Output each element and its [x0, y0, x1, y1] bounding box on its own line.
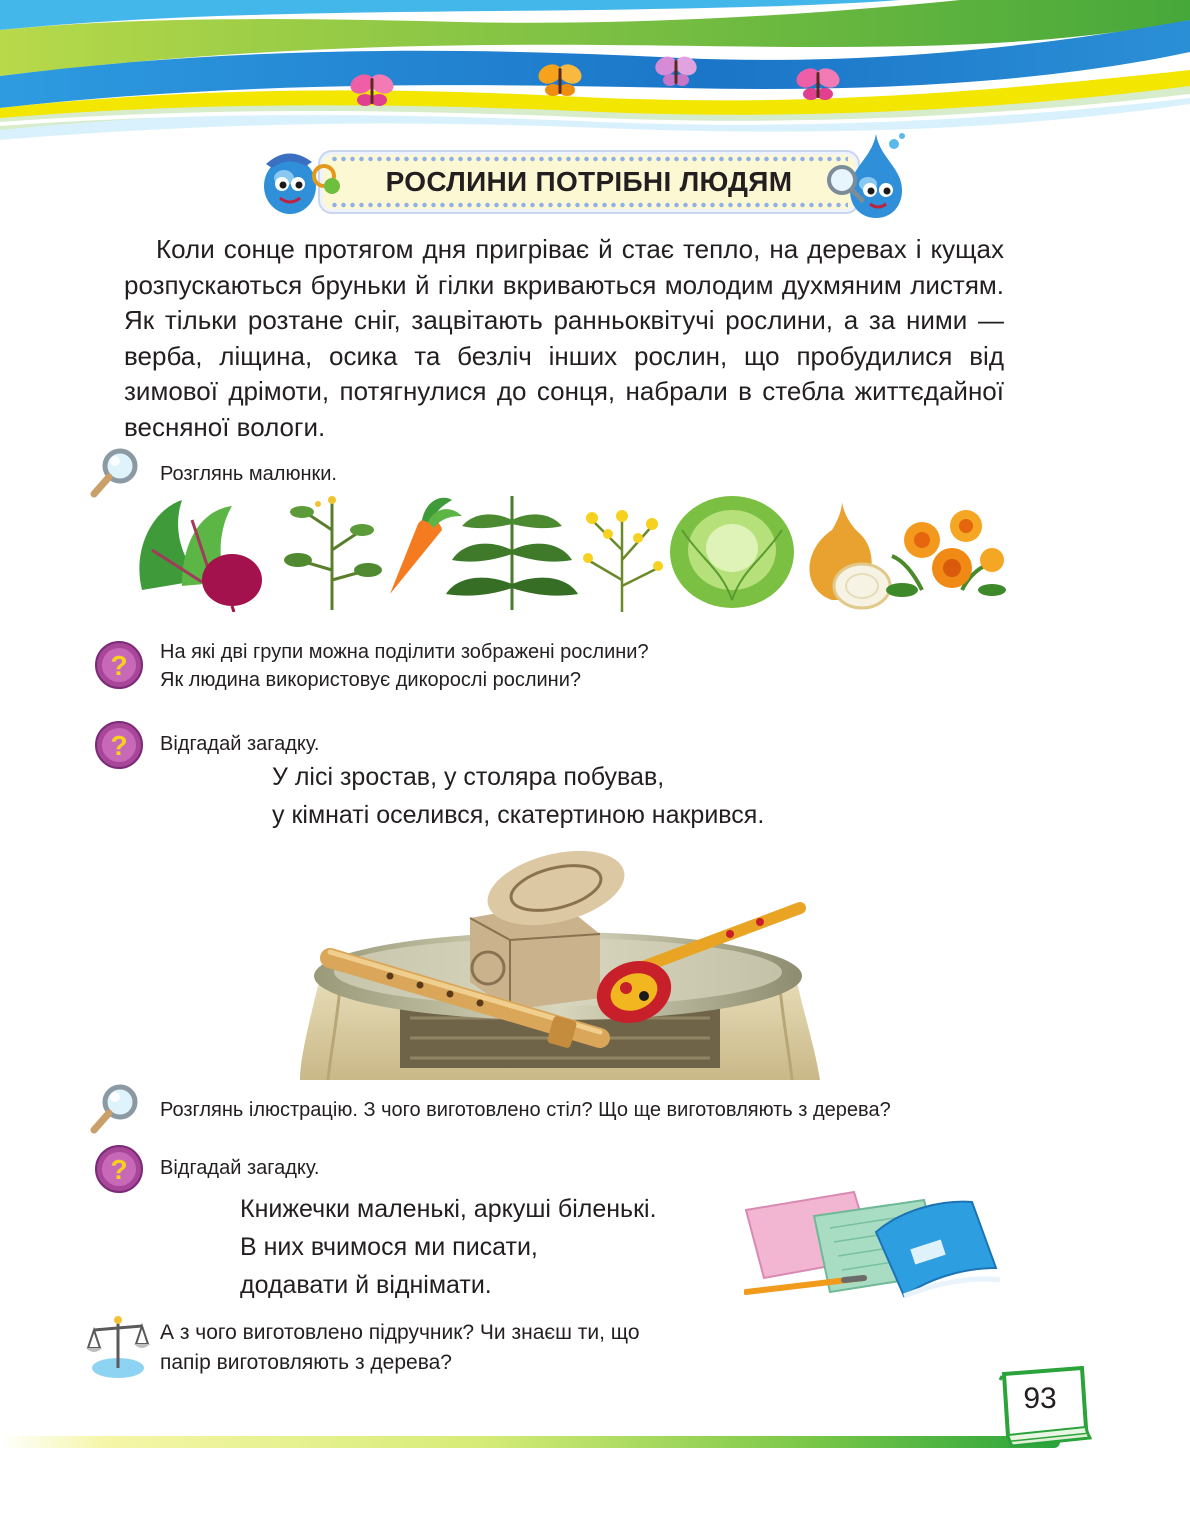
svg-text:?: ?	[110, 1154, 128, 1185]
riddle-2-line-1: Книжечки маленькі, аркуші біленькі.	[240, 1195, 657, 1223]
task-look-pictures: Розглянь малюнки.	[160, 463, 337, 485]
notebooks-illustration	[744, 1188, 1004, 1304]
think-task	[160, 1318, 640, 1378]
question-1-line-1: На які дві групи можна поділити зображені рослини?	[160, 641, 649, 663]
riddle-1-line-1: У лісі зростав, у столяра побував,	[272, 763, 665, 791]
droplet-mascot-right-icon	[822, 128, 912, 220]
task-look-illustration: Розглянь ілюстрацію. З чого виготовлено стіл? Що ще виготовляють з дерева?	[160, 1099, 891, 1121]
plants-illustration	[122, 490, 1006, 612]
wooden-table-illustration	[300, 848, 820, 1080]
page-number: 93	[1023, 1382, 1057, 1415]
intro-paragraph: Коли сонце протягом дня пригріває й стає тепло, на деревах і кущах розпускаються бруньки й гілки вкриваються молодим духмяним листям. Як тільки розтане сніг, зацвітають ранньоквітучі рослини, а за ними — верба, ліщина, осика та безліч інших рослин, що пробудилися від зимової дрімоти, потягнулися до сонця, набрали в стебла життєдайної весняної вологи.	[124, 234, 1004, 442]
droplet-mascot-left-icon	[258, 140, 348, 220]
cabbage-icon	[670, 496, 794, 608]
top-wave-banner	[0, 0, 1190, 150]
marigold-icon	[886, 510, 1006, 597]
question-icon	[94, 720, 144, 770]
riddle-1-line-2: у кімнаті оселився, скатертиною накрився.	[272, 801, 765, 829]
magnifier-icon	[88, 1082, 142, 1136]
beet-icon	[139, 500, 262, 612]
weed-plant-icon	[284, 496, 382, 610]
riddle-2-line-3: додавати й віднімати.	[240, 1271, 492, 1299]
riddle-2-line-2: В них вчимося ми писати,	[240, 1233, 538, 1261]
riddle-2-prompt: Відгадай загадку.	[160, 1157, 320, 1179]
question-1-line-2: Як людина використовує дикорослі рослини?	[160, 669, 582, 691]
title-plate	[318, 150, 860, 214]
think-task-line-2: папір виготовляють з дерева?	[160, 1351, 452, 1374]
question-icon	[94, 1144, 144, 1194]
question-icon	[94, 640, 144, 690]
carrot-icon	[390, 498, 462, 594]
onion-icon	[810, 502, 891, 608]
riddle-1	[272, 758, 764, 834]
page-title: РОСЛИНИ ПОТРІБНІ ЛЮДЯМ	[385, 166, 793, 197]
yellow-herb-icon	[583, 510, 663, 612]
riddle-2	[240, 1190, 657, 1304]
bottom-decorative-line	[0, 1436, 1060, 1448]
svg-text:?: ?	[110, 650, 128, 681]
riddle-1-prompt: Відгадай загадку.	[160, 733, 320, 755]
svg-text:?: ?	[110, 730, 128, 761]
question-1	[160, 638, 649, 694]
nettle-icon	[446, 496, 578, 610]
think-task-line-1: А з чого виготовлено підручник? Чи знаєш ти, що	[160, 1321, 640, 1344]
scales-icon	[86, 1312, 150, 1380]
